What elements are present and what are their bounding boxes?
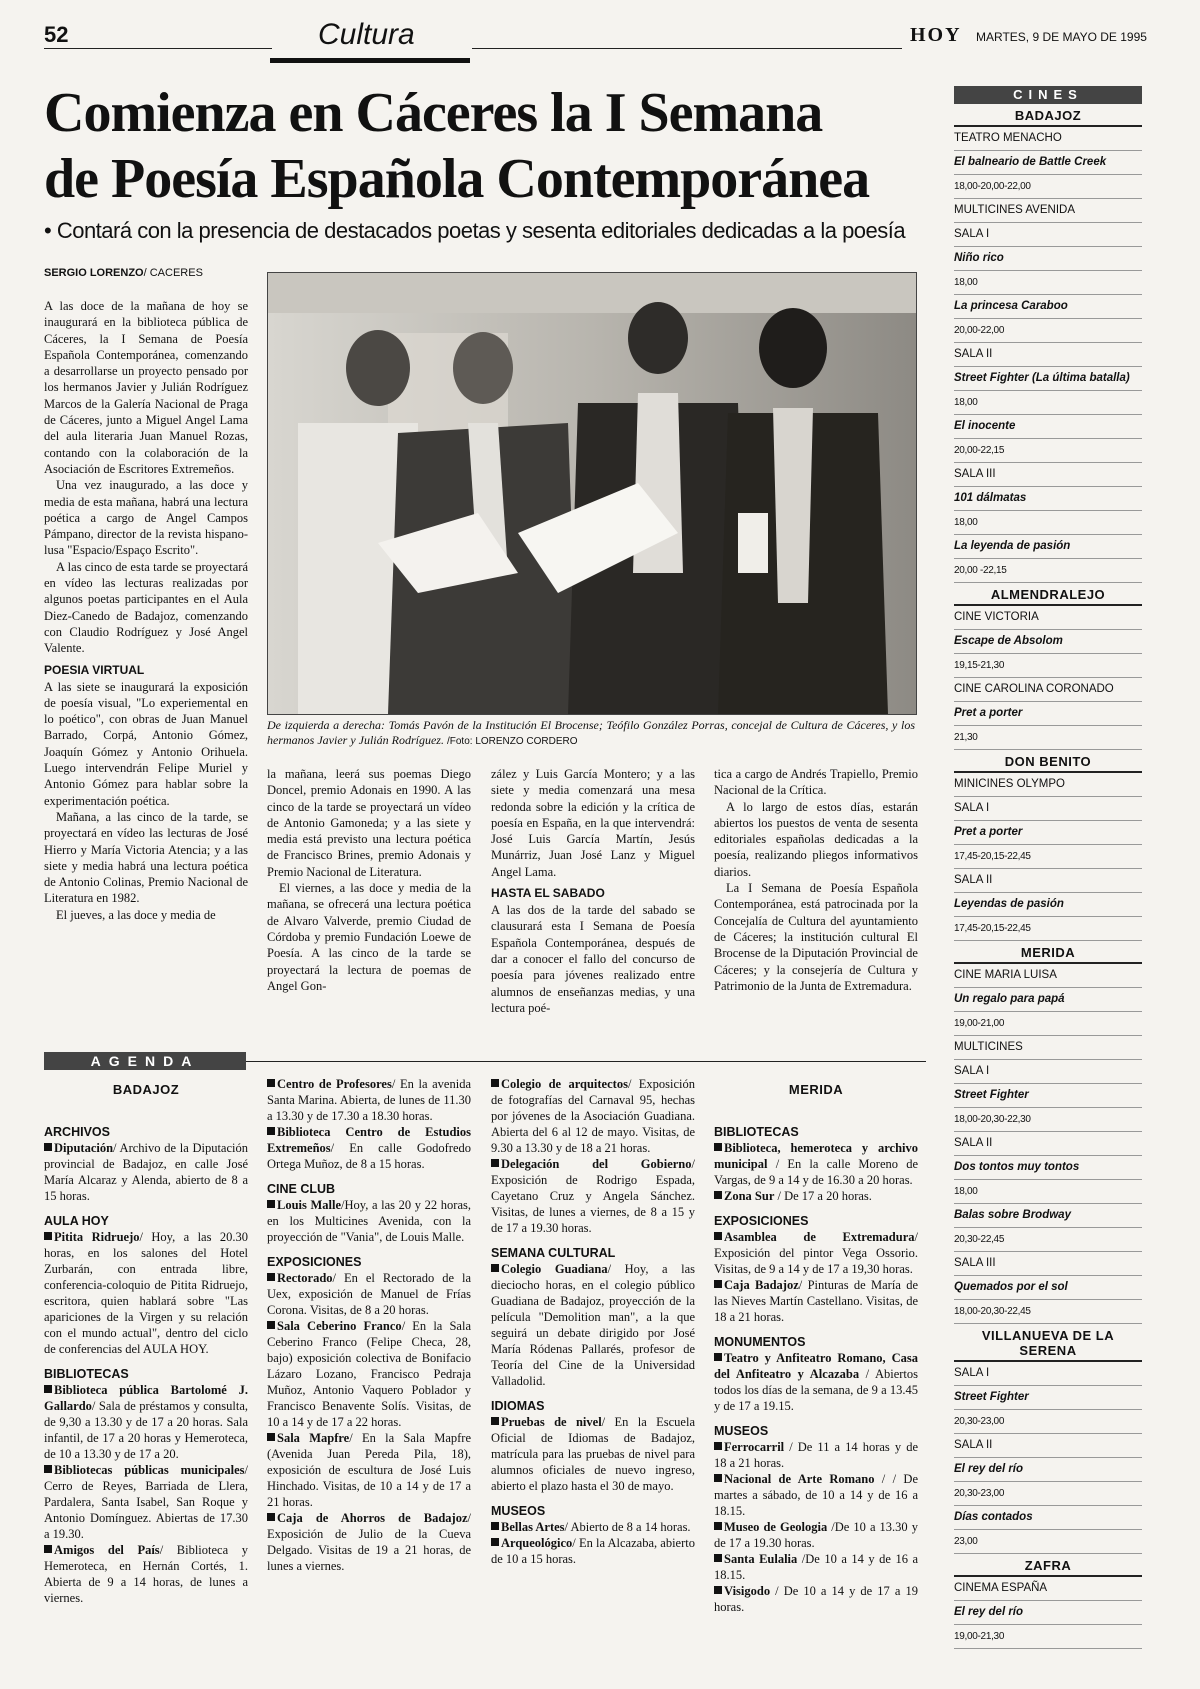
showtimes: 19,00-21,00 <box>954 1012 1142 1036</box>
agenda-entry-text: /De 10 a 14 y de 16 a 18.15. <box>714 1552 918 1582</box>
paragraph: zález y Luis García Montero; y a las siete y media comenzará una mesa redonda sobre la edición y la crítica de poesía en España, en la que intervendrá: José Luis García Martín, Jesús Munárriz, Juan José Lanz y Miguel Angel Lama. <box>491 767 695 879</box>
bullet-square-icon <box>714 1353 722 1361</box>
agenda-entry-title: Pruebas de nivel <box>501 1415 602 1429</box>
byline <box>44 267 203 279</box>
paragraph: A las siete se inaugurará la exposición de poesía visual, "Lo experiemental en lo poético", con obras de Juan Manuel Barrado, Corpá, Antonio Gómez, Joaquín Gómez y Antonio Orihuela. Luego intervendrán Felipe Muriel y Antonio Gómez para hablar sobre la experimentación poética. <box>44 679 248 808</box>
cinema-venue: SALA II <box>954 343 1142 367</box>
showtimes: 18,00 <box>954 391 1142 415</box>
agenda-entry-title: Rectorado <box>277 1271 333 1285</box>
issue-date: MARTES, 9 DE MAYO DE 1995 <box>976 30 1147 44</box>
page-number: 52 <box>44 22 69 47</box>
paragraph: El viernes, a las doce y media de la mañana, se ofrecerá una lectura poética de Alvaro Valverde, premio Ciudad de Córdoba y premio Fundación Loewe de Poesía. A las cinco de la tarde se proyectará la lectura de poemas de Angel Gon- <box>267 881 471 993</box>
paragraph: El jueves, a las doce y media de <box>56 907 216 922</box>
agenda-entry <box>714 1277 918 1325</box>
cinema-city: MERIDA <box>954 941 1142 964</box>
headline-line: de Poesía Española Contemporánea <box>44 148 870 210</box>
bullet-square-icon <box>44 1465 52 1473</box>
photo-caption <box>267 718 915 748</box>
showtimes: 18,00 <box>954 511 1142 535</box>
subheadline: • Contará con la presencia de destacados poetas y sesenta editoriales dedicadas a la poesía <box>44 218 906 243</box>
agenda-column-2 <box>267 1076 471 1574</box>
agenda-category: AULA HOY <box>44 1214 109 1228</box>
byline-author: SERGIO LORENZO <box>44 267 144 279</box>
agenda-entry <box>267 1510 471 1574</box>
film-title: Street Fighter <box>954 1386 1142 1410</box>
paragraph: La I Semana de Poesía Española Contemporánea, está patrocinada por la Concejalía de Cultura del ayuntamiento de Cáceres; la institución cultural El Brocense de la Diputación Provincial de Cáceres; y la consejería de Cultura y Patrimonio de la Junta de Extremadura. <box>714 881 918 993</box>
agenda-entry <box>267 1197 471 1245</box>
agenda-category: BIBLIOTECAS <box>714 1125 799 1139</box>
showtimes: 20,00-22,00 <box>954 319 1142 343</box>
paragraph: A las cinco de esta tarde se proyectará en vídeo las lecturas realizadas por algunos poetas participantes en el Aula Diez-Canedo de Badajoz, comenzando con Claudio Rodríguez y José Angel Valente. <box>44 559 248 656</box>
agenda-entry-text: / Cerro de Reyes, Barriada de Llera, Pardalera, Santa Isabel, San Roque y Antonio Domínguez. Abiertas de 17.30 a 19.30. <box>44 1463 248 1541</box>
bullet-square-icon <box>714 1191 722 1199</box>
agenda-entry <box>714 1188 918 1204</box>
agenda-category: IDIOMAS <box>491 1399 545 1413</box>
film-title: El rey del río <box>954 1601 1142 1625</box>
agenda-category: SEMANA CULTURAL <box>491 1246 616 1260</box>
agenda-category: BIBLIOTECAS <box>44 1367 129 1381</box>
bullet-square-icon <box>267 1079 275 1087</box>
showtimes: 18,00-20,00-22,00 <box>954 175 1142 199</box>
bullet-square-icon <box>267 1273 275 1281</box>
paragraph: A lo largo de estos días, estarán abiertos los puestos de venta de sesenta editoriales españolas dedicadas a la poesía, realizando pliegos informativos diarios. <box>714 799 918 879</box>
agenda-entry <box>491 1261 695 1389</box>
agenda-entry-text: / En la Alcazaba, abierto de 10 a 15 horas. <box>491 1536 695 1566</box>
bullet-square-icon <box>491 1522 499 1530</box>
film-title: Pret a porter <box>954 702 1142 726</box>
bullet-square-icon <box>714 1586 722 1594</box>
agenda-entry <box>267 1318 471 1430</box>
agenda-entry-text: / Hoy, a las 20.30 horas, en los salones del Hotel Zurbarán, con entrada libre, conferencia-coloquio de Pitita Ridruejo, escritora, quien hablará sobre "Las apariciones de la Virgen y su relación con el mundo actual", dentro del ciclo de conferencias del AULA HOY. <box>44 1230 248 1356</box>
film-title: El rey del río <box>954 1458 1142 1482</box>
agenda-entry-text: / De 17 a 20 horas. <box>774 1189 872 1203</box>
agenda-entry-title: Caja Badajoz <box>724 1278 799 1292</box>
film-title: Pret a porter <box>954 821 1142 845</box>
agenda-entry-text: / Pinturas de María de las Nieves Martín Castellano. Visitas, de 18 a 21 horas. <box>714 1278 918 1324</box>
agenda-entry-text: / Archivo de la Diputación provincial de Badajoz, en calle José María Alcaraz y Alenda, abierto de 8 a 15 horas. <box>44 1141 248 1203</box>
film-title: La princesa Caraboo <box>954 295 1142 319</box>
paragraph: A las doce de la mañana de hoy se inaugurará en la biblioteca pública de Cáceres, la I Semana de Poesía Española Contemporánea, comenzando a desarrollarse un proyecto pensado por los hermanos Javier y Julián Rodríguez Marcos de la Galería Nacional de Praga de Cáceres, junto a Miguel Angel Lama del aula literaria Juan Manuel Rozas, contando con la colaboración de la Asociación de Escritores Extremeños. <box>44 299 248 476</box>
film-title: El balneario de Battle Creek <box>954 151 1142 175</box>
showtimes: 20,30-23,00 <box>954 1410 1142 1434</box>
agenda-entry-title: Santa Eulalia <box>724 1552 798 1566</box>
cinema-city: ZAFRA <box>954 1554 1142 1577</box>
cinema-listings <box>954 86 1142 1649</box>
agenda-entry <box>44 1542 248 1606</box>
agenda-entry <box>44 1382 248 1462</box>
showtimes: 20,30-23,00 <box>954 1482 1142 1506</box>
agenda-entry <box>714 1471 918 1519</box>
cinema-city: VILLANUEVA DE LA SERENA <box>954 1324 1142 1362</box>
agenda-category: EXPOSICIONES <box>267 1255 362 1269</box>
cinema-venue: SALA I <box>954 1362 1142 1386</box>
agenda-entry <box>491 1535 695 1567</box>
showtimes: 17,45-20,15-22,45 <box>954 917 1142 941</box>
cinema-venue: SALA II <box>954 1434 1142 1458</box>
agenda-category: MUSEOS <box>491 1504 546 1518</box>
cinema-listings-title: CINES <box>954 86 1142 104</box>
showtimes: 23,00 <box>954 1530 1142 1554</box>
agenda-entry-text: / En calle Godofredo Ortega Muñoz, de 8 a 15 horas. <box>267 1141 471 1171</box>
agenda-entry <box>714 1551 918 1583</box>
agenda-entry-title: Teatro y Anfiteatro Romano, Casa del Anfiteatro y Alcazaba <box>714 1351 918 1381</box>
bullet-square-icon <box>44 1545 52 1553</box>
agenda-entry <box>44 1229 248 1357</box>
showtimes: 18,00 <box>954 271 1142 295</box>
bullet-square-icon <box>714 1522 722 1530</box>
bullet-square-icon <box>267 1321 275 1329</box>
agenda-entry-text: / En la Escuela Oficial de Idiomas de Badajoz, matrícula para las pruebas de nivel para alumnos oficiales de nuevo ingreso, abierto el plazo hasta el 30 de mayo. <box>491 1415 695 1493</box>
caption-text: De izquierda a derecha: Tomás Pavón de la Institución El Brocense; Teófilo González Porras, concejal de Cultura de Cáceres, y los hermanos Javier y Julián Rodríguez. <box>267 718 915 747</box>
bullet-square-icon <box>714 1143 722 1151</box>
agenda-entry-title: Pitita Ridruejo <box>54 1230 140 1244</box>
agenda-entry-text: / En la Sala Ceberino Franco (Felipe Checa, 28, bajo) exposición colectiva de Bonifacio Lázaro Lozano, Francisco Pedraja Muñoz, Antonio Vaquero Poblador y Francisco Benavente Solís. Visitas, de 10 a 14 y de 17 a 22 horas. <box>267 1319 471 1429</box>
agenda-entry <box>714 1140 918 1188</box>
agenda-entry <box>267 1430 471 1510</box>
bullet-square-icon <box>714 1554 722 1562</box>
agenda-title: AGENDA <box>44 1052 246 1070</box>
agenda-entry-text: / Biblioteca y Hemeroteca, en Hernán Cortés, 1. Abierta de 9 a 14 horas, de lunes a viernes. <box>44 1543 248 1605</box>
agenda-entry-text: / Hoy, a las dieciocho horas, en el colegio público Guadiana de Badajoz, proyección de la película "Demolition man", a la que seguirá un debate dirigido por José María Ródenas Pallarés, profesor de Teoría del Cine de la Universidad Valladolid. <box>491 1262 696 1388</box>
agenda-entry-text: / En la calle Moreno de Vargas, de 9 a 14 y de 16.30 a 20 horas. <box>714 1157 918 1187</box>
agenda-entry <box>714 1350 918 1414</box>
bullet-square-icon <box>714 1474 722 1482</box>
section-bar <box>270 58 470 63</box>
cinema-venue: SALA II <box>954 869 1142 893</box>
bullet-square-icon <box>267 1433 275 1441</box>
agenda-entry <box>714 1519 918 1551</box>
masthead-logo: HOY <box>910 24 962 46</box>
agenda-entry <box>267 1076 471 1124</box>
agenda-column-4 <box>714 1076 918 1615</box>
header-rule <box>472 48 902 49</box>
agenda-entry-text: / De 10 a 14 y de 17 a 19 horas. <box>714 1584 918 1614</box>
showtimes: 18,00-20,30-22,45 <box>954 1300 1142 1324</box>
news-photo <box>267 272 917 715</box>
paragraph: Mañana, a las cinco de la tarde, se proyectará en vídeo las lecturas de José Hierro y María Victoria Atencia; y a las siete y media habrá una lectura poética de Antonio Colinas, Premio Nacional de Literatura en 1982. <box>44 809 248 906</box>
cinema-venue: CINE CAROLINA CORONADO <box>954 678 1142 702</box>
cinema-venue: CINE VICTORIA <box>954 606 1142 630</box>
byline-place: / CACERES <box>143 267 203 279</box>
photo-credit: /Foto: LORENZO CORDERO <box>446 736 578 747</box>
agenda-entry-title: Arqueológico <box>501 1536 573 1550</box>
showtimes: 20,00-22,15 <box>954 439 1142 463</box>
agenda-entry-title: Colegio Guadiana <box>501 1262 608 1276</box>
cinema-city: DON BENITO <box>954 750 1142 773</box>
showtimes: 17,45-20,15-22,45 <box>954 845 1142 869</box>
agenda-category: MONUMENTOS <box>714 1335 806 1349</box>
film-title: Street Fighter <box>954 1084 1142 1108</box>
bullet-square-icon <box>44 1385 52 1393</box>
headline <box>44 80 924 212</box>
cinema-venue: SALA III <box>954 463 1142 487</box>
agenda-entry <box>491 1076 695 1156</box>
agenda-city: BADAJOZ <box>112 1082 180 1097</box>
section-title: Cultura <box>318 18 415 51</box>
cinema-venue: CINE MARIA LUISA <box>954 964 1142 988</box>
article-column-2 <box>267 766 471 994</box>
bullet-square-icon <box>491 1417 499 1425</box>
photo-illustration <box>268 273 916 714</box>
showtimes: 18,00 <box>954 1180 1142 1204</box>
cinema-listings-body <box>954 104 1142 1649</box>
subheading: HASTA EL SABADO <box>491 886 605 901</box>
agenda-entry-text: / / De martes a sábado, de 10 a 14 y de 16 a 18.15. <box>714 1472 918 1518</box>
showtimes: 20,00 -22,15 <box>954 559 1142 583</box>
bullet-square-icon <box>714 1232 722 1240</box>
agenda-entry-title: Louis Malle <box>277 1198 342 1212</box>
agenda-entry-text: / Exposición de Rodrigo Espada, Cayetano Cruz y Angela Sánchez. Visitas, de lunes a viernes, de 8 a 15 y de 17 a 19.30 horas. <box>491 1157 695 1235</box>
agenda-entry-text: /Hoy, a las 20 y 22 horas, en los Multicines Avenida, con la proyección de "Vania", de Louis Malle. <box>267 1198 471 1244</box>
agenda-entry-title: Zona Sur <box>724 1189 775 1203</box>
agenda-entry <box>267 1124 471 1172</box>
agenda-entry <box>491 1414 695 1494</box>
agenda-column-1 <box>44 1076 248 1606</box>
agenda-rule <box>246 1061 926 1062</box>
agenda-entry-title: Delegación del Gobierno <box>501 1157 692 1171</box>
agenda-entry <box>491 1156 695 1236</box>
cinema-venue: SALA II <box>954 1132 1142 1156</box>
bullet-square-icon <box>44 1143 52 1151</box>
agenda-entry-text: / En el Rectorado de la Uex, exposición de Manuel de Frías Corona. Visitas, de 8 a 20 horas. <box>267 1271 471 1317</box>
agenda-entry-title: Biblioteca, hemeroteca y archivo municipal <box>714 1141 918 1171</box>
showtimes: 18,00-20,30-22,30 <box>954 1108 1142 1132</box>
agenda-entry <box>44 1140 248 1204</box>
bullet-square-icon <box>267 1127 275 1135</box>
article-column-3 <box>491 766 695 1016</box>
agenda-entry-title: Amigos del País <box>54 1543 160 1557</box>
bullet-square-icon <box>714 1442 722 1450</box>
agenda-entry-title: Biblioteca Centro de Estudios Extremeños <box>267 1125 471 1155</box>
cinema-venue: MULTICINES <box>954 1036 1142 1060</box>
agenda-category: ARCHIVOS <box>44 1125 110 1139</box>
film-title: 101 dálmatas <box>954 487 1142 511</box>
bullet-square-icon <box>491 1264 499 1272</box>
showtimes: 19,15-21,30 <box>954 654 1142 678</box>
agenda-column-3 <box>491 1076 695 1567</box>
agenda-entry <box>714 1583 918 1615</box>
agenda-entry <box>714 1229 918 1277</box>
cinema-venue: CINEMA ESPAÑA <box>954 1577 1142 1601</box>
agenda-entry-text: / Exposición de fotografías del Carnaval 95, hechas por jóvenes de la Asociación Guadiana. Abierta del 6 al 12 de mayo. Visitas, de 9.30 a 13.30 y de 18 a 21 horas. <box>491 1077 695 1155</box>
agenda-entry-title: Visigodo <box>724 1584 771 1598</box>
agenda-entry-title: Bellas Artes <box>501 1520 565 1534</box>
agenda-entry-title: Sala Mapfre <box>277 1431 350 1445</box>
agenda-entry-title: Nacional de Arte Romano <box>724 1472 875 1486</box>
agenda-entry-title: Asamblea de Extremadura <box>724 1230 915 1244</box>
agenda-entry-title: Biblioteca pública Bartolomé J. Gallardo <box>44 1383 248 1413</box>
agenda-entry-text: / Abiertos todos los días de la semana, de 9 a 13.45 y de 17 a 19.15. <box>714 1367 918 1413</box>
cinema-venue: MINICINES OLYMPO <box>954 773 1142 797</box>
bullet-square-icon <box>491 1538 499 1546</box>
agenda-entry-text: / En la Sala Mapfre (Avenida Juan Pereda Pila, 18), exposición de escultura de José Luis Hinchado. Visitas, de 10 a 14 y de 17 a 21 horas. <box>267 1431 471 1509</box>
cinema-venue: SALA I <box>954 1060 1142 1084</box>
agenda-entry-text: / En la avenida Santa Marina. Abierta, de lunes de 11.30 a 13.30 y de 17.30 a 18.30 horas. <box>267 1077 472 1123</box>
agenda-entry-title: Sala Ceberino Franco <box>277 1319 402 1333</box>
bullet-square-icon <box>491 1159 499 1167</box>
film-title: Street Fighter (La última batalla) <box>954 367 1142 391</box>
film-title: Quemados por el sol <box>954 1276 1142 1300</box>
cinema-venue: SALA III <box>954 1252 1142 1276</box>
agenda-entry-title: Ferrocarril <box>724 1440 785 1454</box>
agenda-entry-text: / Exposición de Julio de la Cueva Delgado. Visitas de 19 a 21 horas, de lunes a viernes. <box>267 1511 471 1573</box>
bullet-square-icon <box>491 1079 499 1087</box>
agenda-entry-text: / Abierto de 8 a 14 horas. <box>564 1520 691 1534</box>
film-title: Dos tontos muy tontos <box>954 1156 1142 1180</box>
agenda-entry-title: Centro de Profesores <box>277 1077 392 1091</box>
cinema-venue: SALA I <box>954 223 1142 247</box>
agenda-entry <box>44 1462 248 1542</box>
paragraph: A las dos de la tarde del sabado se clausurará esta I Semana de Poesía Española Contemporánea, después de dar a conocer el fallo del concurso de poesía para jóvenes realizado entre alumnos de enseñanzas medias, y una lectura poé- <box>491 903 695 1015</box>
agenda-entry-text: / Exposición del pintor Vega Ossorio. Visitas, de 9 a 14 y de 17 a 19,30 horas. <box>714 1230 918 1276</box>
agenda-entry <box>267 1270 471 1318</box>
agenda-city: MERIDA <box>788 1082 844 1097</box>
agenda-entry-text: / Sala de préstamos y consulta, de 9,30 a 13.30 y de 17 a 20 horas. Sala infantil, de 17 a 20 horas y Hemeroteca, de 10 a 13.30 y de 17 a 20. <box>44 1399 248 1461</box>
paragraph: la mañana, leerá sus poemas Diego Doncel, premio Adonais en 1990. A las cinco de la tarde se proyectará un vídeo de Antonio Gamoneda; y a las siete y media está previsto una lectura poética de Francisco Brines, premio Adonais y Premio Nacional de Literatura. <box>267 767 471 879</box>
film-title: El inocente <box>954 415 1142 439</box>
film-title: La leyenda de pasión <box>954 535 1142 559</box>
agenda-category: MUSEOS <box>714 1424 769 1438</box>
showtimes: 19,00-21,30 <box>954 1625 1142 1649</box>
paragraph: Una vez inaugurado, a las doce y media de esta mañana, habrá una lectura poética a cargo de Angel Campos Pámpano, director de la revista hispano-lusa "Espacio/Espaço Escrito". <box>44 478 248 558</box>
bullet-square-icon <box>267 1513 275 1521</box>
film-title: Niño rico <box>954 247 1142 271</box>
agenda-entry <box>491 1519 695 1535</box>
agenda-entry-title: Bibliotecas públicas municipales <box>54 1463 245 1477</box>
agenda-category: EXPOSICIONES <box>714 1214 809 1228</box>
article-column-4 <box>714 766 918 994</box>
cinema-city: BADAJOZ <box>954 104 1142 127</box>
agenda-entry-text: /De 10 a 13.30 y de 17 a 19.30 horas. <box>714 1520 918 1550</box>
agenda-entry-title: Caja de Ahorros de Badajoz <box>277 1511 468 1525</box>
header-rule <box>44 48 272 49</box>
film-title: Balas sobre Brodway <box>954 1204 1142 1228</box>
showtimes: 21,30 <box>954 726 1142 750</box>
paragraph: tica a cargo de Andrés Trapiello, Premio Nacional de la Crítica. <box>714 767 918 798</box>
film-title: Escape de Absolom <box>954 630 1142 654</box>
article-column-1 <box>44 298 248 923</box>
film-title: Leyendas de pasión <box>954 893 1142 917</box>
cinema-venue: TEATRO MENACHO <box>954 127 1142 151</box>
bullet-square-icon <box>267 1200 275 1208</box>
showtimes: 20,30-22,45 <box>954 1228 1142 1252</box>
agenda-entry-text: / De 11 a 14 horas y de 18 a 21 horas. <box>714 1440 918 1470</box>
bullet-square-icon <box>44 1232 52 1240</box>
agenda-entry-title: Diputación <box>54 1141 114 1155</box>
agenda-entry <box>714 1439 918 1471</box>
cinema-city: ALMENDRALEJO <box>954 583 1142 606</box>
subheading: POESIA VIRTUAL <box>44 662 145 677</box>
film-title: Días contados <box>954 1506 1142 1530</box>
cinema-venue: SALA I <box>954 797 1142 821</box>
agenda-entry-title: Colegio de arquitectos <box>501 1077 628 1091</box>
agenda-entry-title: Museo de Geologia <box>724 1520 828 1534</box>
film-title: Un regalo para papá <box>954 988 1142 1012</box>
bullet-square-icon <box>714 1280 722 1288</box>
headline-line: Comienza en Cáceres la I Semana <box>44 82 823 144</box>
agenda-category: CINE CLUB <box>267 1182 336 1196</box>
cinema-venue: MULTICINES AVENIDA <box>954 199 1142 223</box>
